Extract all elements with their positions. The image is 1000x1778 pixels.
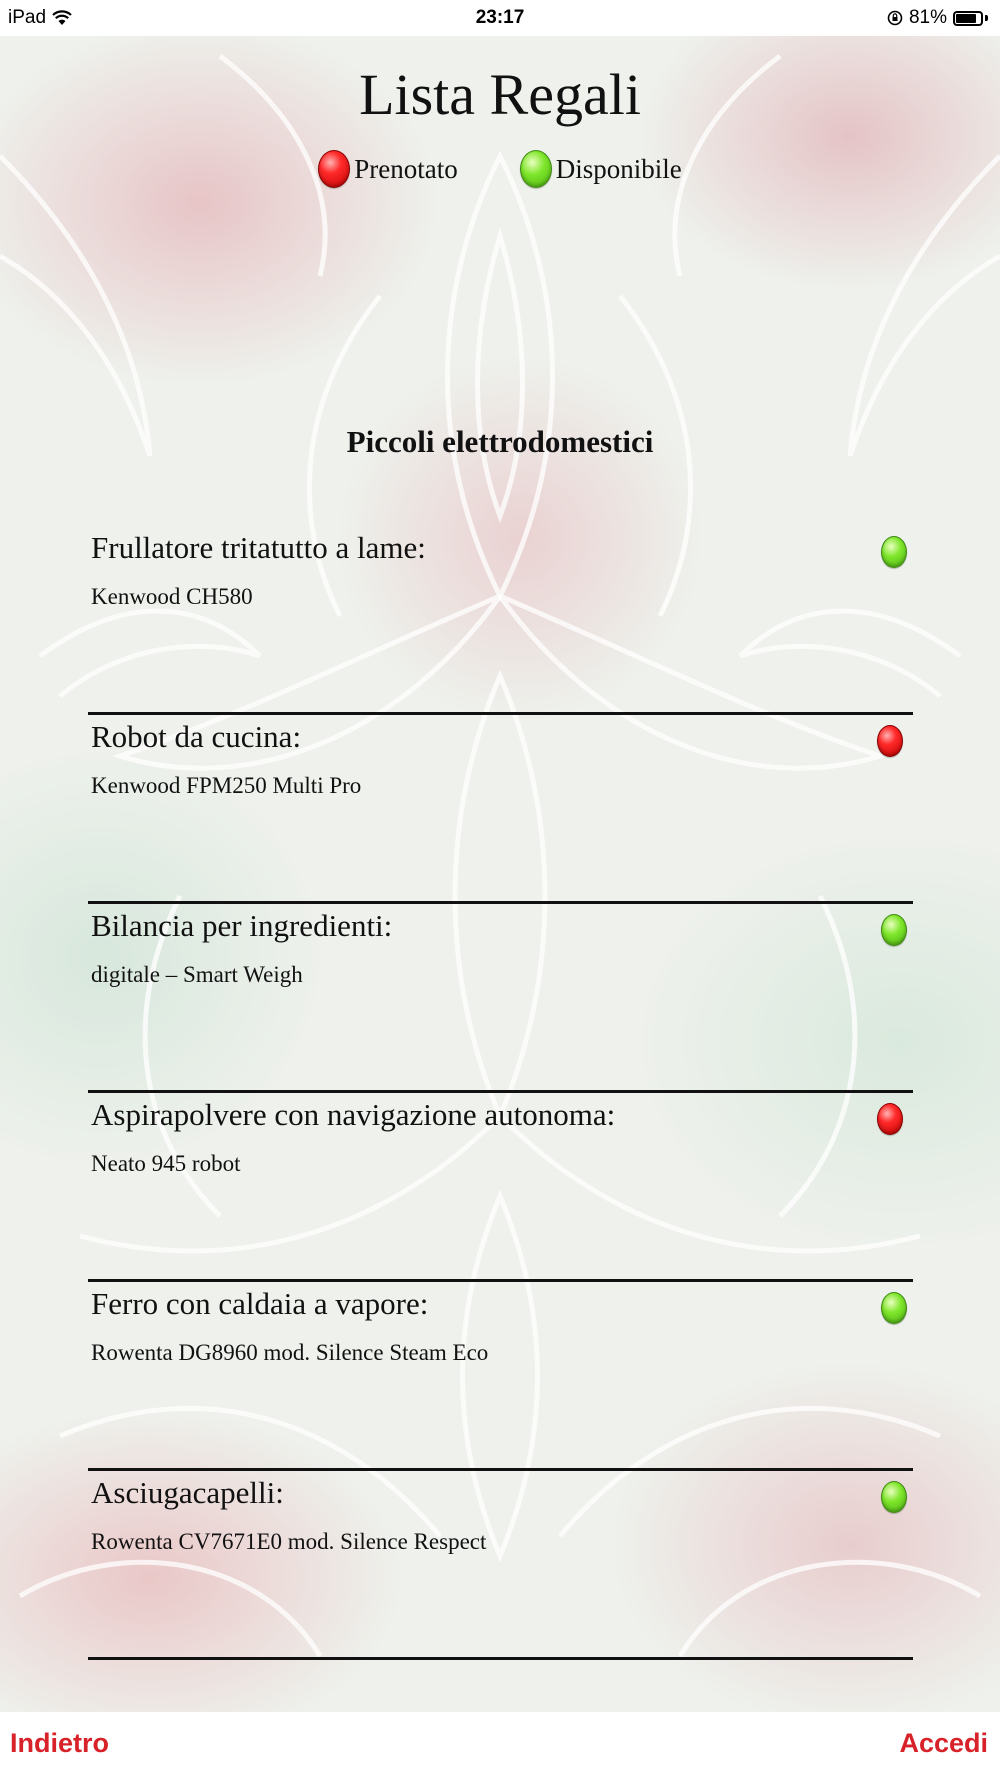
gift-item[interactable] bbox=[88, 1093, 913, 1282]
back-button[interactable]: Indietro bbox=[10, 1728, 109, 1758]
gift-item-name: Ferro con caldaia a vapore: bbox=[91, 1286, 429, 1321]
green-dot-icon bbox=[520, 150, 552, 188]
orientation-lock-icon bbox=[887, 10, 903, 26]
status-time: 23:17 bbox=[475, 7, 525, 28]
gift-item-name: Asciugacapelli: bbox=[91, 1475, 284, 1510]
page-title: Lista Regali bbox=[359, 62, 641, 127]
legend-reserved bbox=[318, 150, 457, 188]
available-status-icon bbox=[881, 914, 907, 946]
reserved-status-icon bbox=[877, 1103, 903, 1135]
gift-item-model: Rowenta CV7671E0 mod. Silence Respect bbox=[91, 1529, 487, 1554]
legend-available bbox=[520, 150, 682, 188]
available-status-icon bbox=[881, 536, 907, 568]
available-status-icon bbox=[881, 1292, 907, 1324]
gift-item-name: Aspirapolvere con navigazione autonoma: bbox=[91, 1097, 616, 1132]
section-title: Piccoli elettrodomestici bbox=[346, 424, 654, 459]
legend-reserved-label: Prenotato bbox=[354, 153, 458, 184]
red-dot-icon bbox=[318, 150, 350, 188]
gift-item-model: Kenwood CH580 bbox=[91, 584, 253, 609]
gift-item-name: Bilancia per ingredienti: bbox=[91, 908, 393, 943]
gift-item-model: digitale – Smart Weigh bbox=[91, 962, 303, 987]
bottom-toolbar bbox=[0, 1712, 1000, 1778]
status-right bbox=[887, 7, 988, 29]
reserved-status-icon bbox=[877, 725, 903, 757]
gift-list-page bbox=[0, 36, 1000, 1712]
login-button[interactable]: Accedi bbox=[899, 1728, 988, 1758]
gift-item-name: Frullatore tritatutto a lame: bbox=[91, 530, 426, 565]
gift-item[interactable] bbox=[88, 715, 913, 904]
device-name: iPad bbox=[8, 7, 47, 28]
gift-item[interactable] bbox=[88, 1471, 913, 1660]
gift-item-model: Neato 945 robot bbox=[91, 1151, 241, 1176]
status-legend bbox=[0, 150, 1000, 188]
available-status-icon bbox=[881, 1481, 907, 1513]
battery-percent: 81% bbox=[908, 7, 947, 28]
gift-item[interactable] bbox=[88, 1282, 913, 1471]
gift-item[interactable] bbox=[88, 904, 913, 1093]
status-bar bbox=[0, 0, 1000, 36]
gift-item-model: Kenwood FPM250 Multi Pro bbox=[91, 773, 362, 798]
gift-item[interactable] bbox=[88, 526, 913, 715]
battery-icon bbox=[953, 11, 983, 26]
legend-available-label: Disponibile bbox=[555, 153, 682, 184]
gift-item-model: Rowenta DG8960 mod. Silence Steam Eco bbox=[91, 1340, 489, 1365]
gift-item-name: Robot da cucina: bbox=[91, 719, 302, 754]
